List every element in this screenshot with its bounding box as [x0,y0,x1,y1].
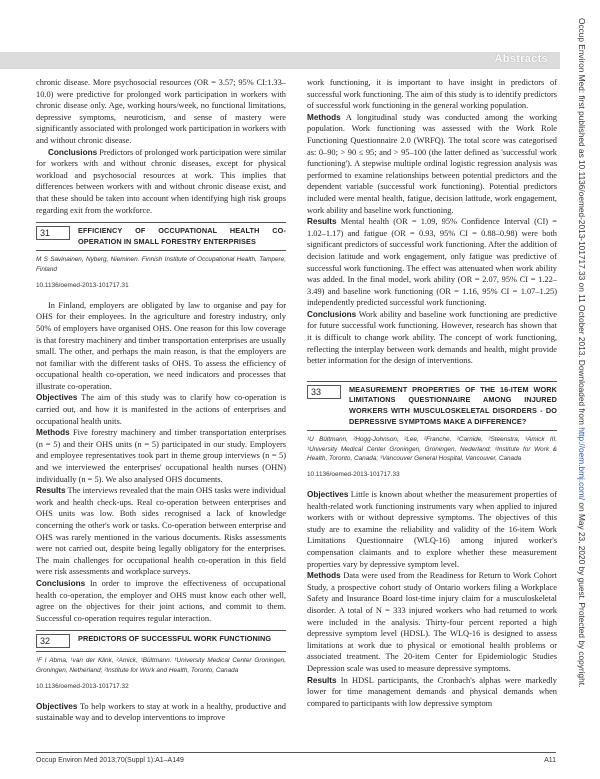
abstract-number: 33 [307,385,341,399]
doi-label[interactable]: 10.1136/oemed-2013-101717.32 [36,683,129,691]
paragraph [36,147,286,217]
paragraph-text: Data were used from the Readiness for Return to Work Cohort Study, a prospective cohort study of Ontario workers filing a Workplace Safety and Insurance Board lost-time injury claim for a musculoskeletal disorder. A total of N = 333 injured workers who had returned to work were included in the analysis. Thirty-four percent reported a high depressive symptom level (HDSL). The WLQ-16 is designed to assess limitations at work due to physical or emotional health problems or associated treatment. The 20-item Center for Epidemiologic Studies Depression scale was used to measure depressive symptoms. [307,571,557,673]
section-label: Conclusions [307,309,357,319]
paragraph [36,578,286,624]
doi-label[interactable]: 10.1136/oemed-2013-101717.33 [307,471,400,479]
paragraph [36,427,286,485]
section-label: Results [307,217,337,227]
paragraph [36,485,286,578]
section-label: Methods [36,428,70,438]
sidebar-text-after: on May 23, 2020 by guest. Protected by copyright. [577,500,587,688]
paragraph-text: In order to improve the effectiveness of occupational health co-operation, the employer and OHS must know each other well, agree on the objectives for their joint actions, and commit to them. Successful co-operation requires regular interaction. [36,578,286,623]
paragraph [307,309,557,367]
paragraph-text: In HDSL participants, the Cronbach's alphas were markedly lower for time management demands and physical demands when compared to participants with low depressive symptom [307,675,557,708]
paragraph-text: Little is known about whether the measurement properties of health-related work functioning instruments vary when applied to injured workers with or without depressive symptoms. The objectives of this study are to examine the reliability and validity of the 16-item Work Limitations Questionnaire (WLQ-16) among injured worker's compensation claimants and to explore whether these measurement properties vary by depressive symptom level. [307,490,557,569]
paragraph: In Finland, employers are obligated by law to organise and pay for OHS for their employees. In the agriculture and forestry industry, only 50% of employers have organised OHS. One reason for this low coverage is that forestry machinery and timber transportation enterprises are usually small. The other, and perhaps the main reason, is that the employers are not familiar with the different tasks of OHS. To assess the efficiency of occupational health co-operation, we need indicators and processes that illustrate co-operation. [36,300,286,391]
author-list: ¹U Bültmann, ²Hogg-Johnson, ²Lee, ²Franche, ²Carnide, ²Steenstra, ³Amick III. ¹University Medical Center Groningen, Groningen, Nederland; ²Institute for Work & Health, Toronto, Canada; ³Vancouver General Hospital, Vancouver, Canada [307,436,557,463]
paragraph [307,216,557,309]
paragraph: chronic disease. More psychosocial resources (OR = 3.57; 95% CI:1.33–10.0) were predictive for prolonged work participation in workers with chronic disease only. Age, working hours/week, no functional limitations, depressive symptoms, neuroticism, and sense of mastery were significantly associated with prolonged work participation in workers with and without chronic disease. [36,78,286,145]
sidebar-copyright-notice [577,18,587,758]
section-label: Methods [307,571,341,581]
page-number: A11 [544,757,556,764]
doi-label[interactable]: 10.1136/oemed-2013-101717.31 [36,282,129,290]
paragraph [307,570,557,674]
section-title: Abstracts [494,53,548,65]
section-label: Methods [307,112,341,122]
paragraph-text: Work ability and baseline work functioning are predictive for future successful work functioning. However, research has shown that it is difficult to change work ability. The concept of work functioning, reflecting the interplay between work demands and health, might provide better information for the design of interventions. [307,309,557,366]
paragraph [36,701,286,724]
paragraph: work functioning, it is important to have insight in predictors of successful work functioning. The aim of this study is to identify predictors of successful work functioning in the general working population. [307,78,557,111]
section-label: Results [307,675,337,685]
section-label: Objectives [307,490,349,500]
abstract-number: 32 [36,634,70,648]
abstract-heading [36,630,286,652]
sidebar-link[interactable]: http://oem.bmj.com/ [577,427,587,501]
paragraph-text: The aim of this study was to clarify how co-operation is carried out, and how it is manifested in the actions of enterprises and occupational health units. [36,393,286,426]
author-list: M S Savinainen, Nyberg, Nieminen. Finnish Institute of Occupational Health, Tampere, Finland [36,256,286,273]
section-label: Conclusions [48,147,98,157]
section-header-band [0,52,560,69]
paragraph [36,392,286,427]
paragraph [307,489,557,570]
abstract-heading [307,381,557,431]
abstract-heading [36,222,286,251]
section-label: Objectives [36,393,78,403]
paragraph-text: The interviews revealed that the main OHS tasks were individual work and health check-ups. Real co-operation between enterprises and OHS units was low. Both sides recognised a lack of knowledge concerning the other's work or tasks. Co-operation between enterprise and OHS was rarely mentioned in the various documents. Risks assessments were not carried out, despite being legally obligatory for the enterprises. The main challenges for occupational health co-operation in this field were risk assessments and workplace surveys. [36,486,286,577]
journal-citation: Occup Environ Med 2013;70(Suppl 1):A1–A149 [36,757,184,764]
paragraph-text: Five forestry machinery and timber transportation enterprises (n = 5) and their OHS units (n = 5) participated in our study. Employers and employee representatives took part in theme group interviews (n = 5) and we interviewed the enterprises' occupational health nurses (OHN) individually (n = 5). We also analysed OHS documents. [36,428,286,484]
author-list: ¹F I Abma, ¹van der Klink, ²Amick, ¹Bültmann. ¹University Medical Center Groningen, Groningen, Netherland; ²Institute for Work and Health, Toronto, Canada [36,657,286,674]
paragraph [307,112,557,216]
paragraph-text: Mental health (OR = 1.09, 95% Confidence Interval (CI) = 1.02–1.17) and fatigue (OR = 0.93, 95% CI = 0.88–0.98) were both significant predictors of successful work functioning. After the addition of decision latitude and work engagement, only fatigue was predictive of successful work functioning. The effect was attenuated when work ability was added. In the final model, work ability (OR = 2.07, 95% CI = 1.22–3.49) and baseline work functioning (OR = 1.16, 95% CI = 1.07–1.25) independently predicted successful work functioning. [307,217,557,308]
paragraph-text: To help workers to stay at work in a healthy, productive and sustainable way and to develop interventions to improve [36,701,286,723]
section-label: Objectives [36,701,78,711]
abstract-title: EFFICIENCY OF OCCUPATIONAL HEALTH CO-OPERATION IN SMALL FORESTRY ENTERPRISES [78,226,286,246]
paragraph-text: A longitudinal study was conducted among the working population. Work functioning was assessed with the Work Role Functioning Questionnaire 2.0 (WRFQ). The total score was categorised as: 0–90; > 90 ≤ 95; and > 95–100 (the latter defined as 'successful work functioning'). A stepwise multiple ordinal logistic regression analysis was performed to examine relationships between potential predictors and the dependent variable (successful work functioning). Potential predictors included were mental health, fatigue, decision latitude, work engagement, work ability and baseline work functioning. [307,112,557,215]
sidebar-text-before: Occup Environ Med: first published as 10.1136/oemed-2013-101717.33 on 11 October 2013. Downloaded from [577,18,587,428]
abstract-title: MEASUREMENT PROPERTIES OF THE 16-ITEM WORK LIMITATIONS QUESTIONNAIRE AMONG INJURED WORKERS WITH MUSCULOSKELETAL DISORDERS - DO DEPRESSIVE SYMPTOMS MAKE A DIFFERENCE? [349,384,557,426]
left-column [36,77,286,724]
abstract-title: PREDICTORS OF SUCCESSFUL WORK FUNCTIONING [78,634,272,644]
page-footer [36,752,556,764]
paragraph [307,675,557,710]
section-label: Conclusions [36,578,86,588]
section-label: Results [36,486,66,496]
right-column [307,77,557,709]
abstract-number: 31 [36,226,70,240]
paragraph-text: Predictors of prolonged work participation were similar for workers with and without chronic diseases, except for physical workload and psychosocial resources at work. This implies that differences between workers with and without chronic disease exist, and that these should be taken into account when identifying high risk groups regarding exit from the workforce. [36,147,286,215]
